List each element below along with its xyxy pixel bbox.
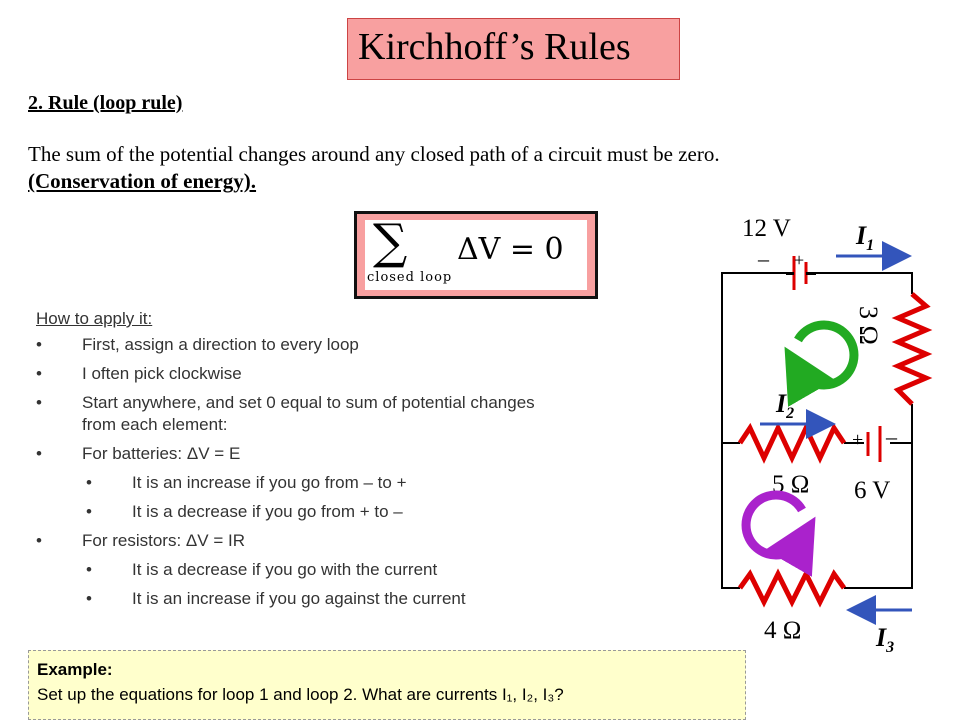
resistor-3ohm [898, 294, 926, 404]
list-item-text: For batteries: ΔV = E [82, 444, 241, 463]
current3-symbol: I [876, 623, 887, 652]
current1-subscript: 1 [866, 237, 875, 254]
bullet: • [36, 393, 42, 412]
example-box [28, 650, 746, 720]
battery1-minus: – [758, 246, 769, 271]
bullet: • [86, 560, 92, 579]
bullet: • [36, 444, 42, 463]
wire-top-right [816, 273, 912, 294]
battery2-plus: + [852, 429, 864, 451]
current1-label [855, 221, 874, 254]
list-item [36, 530, 686, 552]
list-item-text: It is a decrease if you go with the current [132, 560, 438, 579]
battery2-label: 6 V [854, 477, 891, 504]
formula-expression: ΔV = 0 [457, 232, 564, 267]
loop2-arrow-icon [746, 495, 802, 555]
wire-left-bottom [722, 443, 740, 588]
list-item-text: Start anywhere, and set 0 equal to sum of potential changes [82, 393, 535, 412]
current3-label [875, 623, 894, 656]
sigma-symbol: ∑ [373, 214, 408, 270]
list-item-text: It is an increase if you go from – to + [132, 473, 407, 492]
bullet: • [36, 364, 42, 383]
battery1-lead-left [786, 272, 794, 275]
list-item [36, 443, 686, 465]
bullet: • [86, 502, 92, 521]
current1-symbol: I [856, 221, 867, 250]
bullet: • [86, 589, 92, 608]
resistor-3ohm-label: 3 Ω [854, 306, 883, 345]
bullet: • [36, 531, 42, 550]
example-label: Example: [37, 660, 113, 679]
rule-heading: 2. Rule (loop rule) [28, 92, 183, 114]
battery1-lead-right [806, 272, 816, 275]
list-item [36, 363, 686, 385]
current2-subscript: 2 [786, 405, 795, 422]
title-box [347, 18, 680, 80]
resistor-5ohm [740, 428, 844, 458]
formula-box [354, 211, 598, 299]
current2-label [775, 389, 794, 422]
list-item [36, 392, 686, 436]
rule-text-block [28, 141, 720, 195]
page-title: Kirchhoff’s Rules [358, 26, 631, 68]
formula-subscript: closed loop [367, 270, 453, 285]
bullet: • [86, 473, 92, 492]
list-item-text: For resistors: ΔV = IR [82, 531, 245, 550]
battery2-minus: – [886, 424, 897, 449]
list-item-text: It is a decrease if you go from + to – [132, 502, 403, 521]
circuit-diagram [690, 200, 960, 670]
formula-panel [365, 214, 587, 290]
bullet: • [36, 335, 42, 354]
loop1-arrow-icon [798, 325, 854, 385]
list-item [36, 559, 686, 581]
battery-6v [868, 426, 880, 462]
how-to-list [36, 334, 686, 617]
battery1-label: 12 V [742, 215, 791, 242]
current2-symbol: I [776, 389, 787, 418]
list-item [36, 334, 686, 356]
current3-subscript: 3 [886, 639, 895, 656]
example-text: Set up the equations for loop 1 and loop 2. What are currents I₁, I₂, I₃? [37, 685, 564, 704]
how-to-heading: How to apply it: [36, 309, 153, 328]
list-item-text: I often pick clockwise [82, 364, 242, 383]
list-item-text: First, assign a direction to every loop [82, 335, 359, 354]
wire-bottom-right [844, 443, 912, 588]
list-item [36, 588, 686, 610]
resistor-4ohm [740, 574, 844, 602]
list-item [36, 501, 686, 523]
rule-note: (Conservation of energy). [28, 169, 257, 193]
battery1-plus: + [794, 250, 805, 270]
list-item-continuation: from each element: [82, 415, 228, 434]
resistor-5ohm-label: 5 Ω [772, 471, 810, 498]
list-item-text: It is an increase if you go against the current [132, 589, 466, 608]
resistor-4ohm-label: 4 Ω [764, 617, 802, 644]
list-item [36, 472, 686, 494]
rule-text: The sum of the potential changes around any closed path of a circuit must be zero. [28, 142, 720, 166]
